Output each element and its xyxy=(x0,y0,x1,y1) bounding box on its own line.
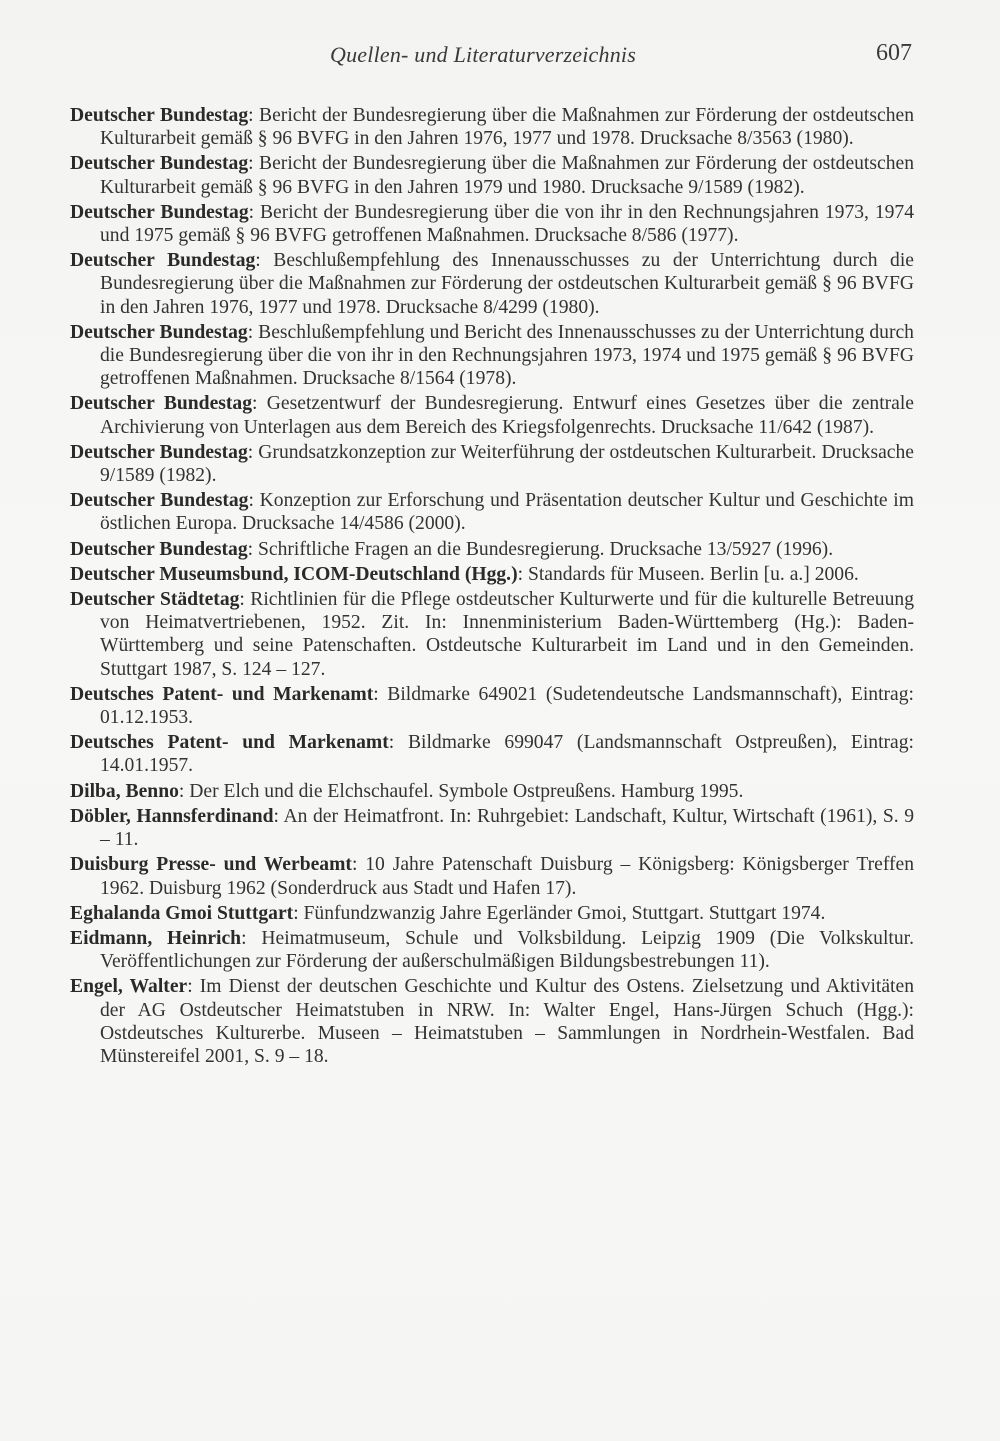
entry-text: Richtlinien für die Pflege ostdeutscher Kulturwerte und für die kulturelle Betreuung von Heimatvertriebenen, 1952. Zit. In: Innenministerium Baden-Württemberg (Hg.): Baden-Württemberg und seine Patenschaften. Ostdeutsche Kulturarbeit im Land und in den Gemeinden. Stuttgart 1987, S. 124 – 127. xyxy=(100,589,914,680)
entry-text: Grundsatzkonzeption zur Weiterführung der ostdeutschen Kulturarbeit. Drucksache 9/1589 (1982). xyxy=(100,441,914,487)
entry-author: Engel, Walter xyxy=(70,976,188,998)
entry-author: Döbler, Hannsferdinand xyxy=(70,805,274,827)
bibliography-entry: Döbler, Hannsferdinand: An der Heimatfront. In: Ruhrgebiet: Landschaft, Kultur, Wirtschaft (1961), S. 9 – 11. xyxy=(70,805,915,851)
bibliography-entry: Deutscher Bundestag: Beschlußempfehlung und Bericht des Innenausschusses zu der Unterrichtung durch die Bundesregierung über die von ihr in den Rechnungsjahren 1973, 1974 und 1975 gemäß § 96 BVFG getroffenen Maßnahmen. Drucksache 8/1564 (1978). xyxy=(70,321,914,390)
entry-author: Deutscher Bundestag xyxy=(70,153,249,175)
entry-author: Deutscher Bundestag xyxy=(70,105,249,126)
entry-author: Deutscher Bundestag xyxy=(70,321,248,343)
entry-text: Standards für Museen. Berlin [u. a.] 2006. xyxy=(527,563,859,585)
bibliography-entry: Deutscher Museumsbund, ICOM-Deutschland (Hgg.): Standards für Museen. Berlin [u. a.] 2006. xyxy=(70,563,859,585)
bibliography-entry: Deutscher Bundestag: Bericht der Bundesregierung über die von ihr in den Rechnungsjahren 1973, 1974 und 1975 gemäß § 96 BVFG getroffenen Maßnahmen. Drucksache 8/586 (1977). xyxy=(70,201,915,247)
entry-text: Bildmarke 649021 (Sudetendeutsche Landsmannschaft), Eintrag: 01.12.1953. xyxy=(100,683,914,729)
entry-author: Deutscher Bundestag xyxy=(70,393,253,415)
bibliography-entry: Deutscher Städtetag: Richtlinien für die Pflege ostdeutscher Kulturwerte und für die kulturelle Betreuung von Heimatvertriebenen, 1952. Zit. In: Innenministerium Baden-Württemberg (Hg.): Baden-Württemberg und seine Patenschaften. Ostdeutsche Kulturarbeit im Land und in den Gemeinden. Stuttgart 1987, S. 124 – 127. xyxy=(70,589,914,680)
entry-author: Deutscher Museumsbund, ICOM-Deutschland (Hgg.) xyxy=(70,563,518,585)
entry-text: Der Elch und die Elchschaufel. Symbole Ostpreußens. Hamburg 1995. xyxy=(189,780,744,802)
bibliography-entry: Deutscher Bundestag: Gesetzentwurf der Bundesregierung. Entwurf eines Gesetzes über die zentrale Archivierung von Unterlagen aus dem Bereich des Kriegsfolgenrechts. Drucksache 11/642 (1987). xyxy=(70,393,915,438)
bibliography-entry: Deutscher Bundestag: Grundsatzkonzeption zur Weiterführung der ostdeutschen Kulturarbeit. Drucksache 9/1589 (1982). xyxy=(70,441,914,487)
bibliography-entry: Deutscher Bundestag: Schriftliche Fragen an die Bundesregierung. Drucksache 13/5927 (1996). xyxy=(70,538,834,560)
page-number: 607 xyxy=(876,40,912,66)
entry-author: Deutsches Patent- und Markenamt xyxy=(70,732,389,754)
bibliography-entry: Deutscher Bundestag: Bericht der Bundesregierung über die Maßnahmen zur Förderung der ostdeutschen Kulturarbeit gemäß § 96 BVFG in den Jahren 1976, 1977 und 1978. Drucksache 8/3563 (1980). xyxy=(70,105,914,150)
entry-text: Bericht der Bundesregierung über die von ihr in den Rechnungsjahren 1973, 1974 und 1975 gemäß § 96 BVFG getroffenen Maßnahmen. Drucksache 8/586 (1977). xyxy=(100,201,915,247)
bibliography-entry: Deutscher Bundestag: Konzeption zur Erforschung und Präsentation deutscher Kultur und Geschichte im östlichen Europa. Drucksache 14/4586 (2000). xyxy=(70,490,914,535)
entry-author: Dilba, Benno xyxy=(70,780,179,802)
entry-text: Beschlußempfehlung des Innenausschusses zu der Unterrichtung durch die Bundesregierung über die Maßnahmen zur Förderung der ostdeutschen Kulturarbeit gemäß § 96 BVFG in den Jahren 1976, 1977 und 1978. Drucksache 8/4299 (1980). xyxy=(100,250,914,318)
entry-author: Duisburg Presse- und Werbeamt xyxy=(70,854,352,876)
entry-text: Heimatmuseum, Schule und Volksbildung. Leipzig 1909 (Die Volkskultur. Veröffentlichungen zur Förderung der außerschulmäßigen Bildungsbestrebungen 11). xyxy=(100,927,914,973)
entry-author: Deutsches Patent- und Markenamt xyxy=(70,683,374,705)
entry-author: Deutscher Bundestag xyxy=(70,538,248,560)
entry-author: Eghalanda Gmoi Stuttgart xyxy=(70,902,294,924)
entry-author: Deutscher Städtetag xyxy=(70,589,240,611)
bibliography-entry: Dilba, Benno: Der Elch und die Elchschaufel. Symbole Ostpreußens. Hamburg 1995. xyxy=(70,780,744,802)
entry-text: Schriftliche Fragen an die Bundesregierung. Drucksache 13/5927 (1996). xyxy=(257,538,834,560)
bibliography-entry: Eghalanda Gmoi Stuttgart: Fünfundzwanzig Jahre Egerländer Gmoi, Stuttgart. Stuttgart 1974. xyxy=(70,902,826,924)
entry-text: Konzeption zur Erforschung und Präsentation deutscher Kultur und Geschichte im östlichen Europa. Drucksache 14/4586 (2000). xyxy=(100,490,914,535)
bibliography-list xyxy=(70,104,914,1070)
running-head xyxy=(0,40,1000,74)
bibliography-entry: Eidmann, Heinrich: Heimatmuseum, Schule und Volksbildung. Leipzig 1909 (Die Volkskultur. Veröffentlichungen zur Förderung der außerschulmäßigen Bildungsbestrebungen 11). xyxy=(70,927,914,973)
entry-text: 10 Jahre Patenschaft Duisburg – Königsberg: Königsberger Treffen 1962. Duisburg 1962 (Sonderdruck aus Stadt und Hafen 17). xyxy=(100,854,915,899)
bibliography-entry: Duisburg Presse- und Werbeamt: 10 Jahre Patenschaft Duisburg – Königsberg: Königsberger Treffen 1962. Duisburg 1962 (Sonderdruck aus Stadt und Hafen 17). xyxy=(70,854,915,899)
entry-author: Deutscher Bundestag xyxy=(70,490,249,512)
entry-author: Deutscher Bundestag xyxy=(70,250,256,272)
bibliography-entry: Deutsches Patent- und Markenamt: Bildmarke 699047 (Landsmannschaft Ostpreußen), Eintrag: 14.01.1957. xyxy=(70,732,914,777)
entry-text: Bericht der Bundesregierung über die Maßnahmen zur Förderung der ostdeutschen Kulturarbeit gemäß § 96 BVFG in den Jahren 1976, 1977 und 1978. Drucksache 8/3563 (1980). xyxy=(100,105,914,150)
entry-author: Deutscher Bundestag xyxy=(70,201,249,223)
entry-text: Fünfundzwanzig Jahre Egerländer Gmoi, Stuttgart. Stuttgart 1974. xyxy=(303,902,826,924)
bibliography-entry: Engel, Walter: Im Dienst der deutschen Geschichte und Kultur des Ostens. Zielsetzung und Aktivitäten der AG Ostdeutscher Heimatstuben in NRW. In: Walter Engel, Hans-Jürgen Schuch (Hgg.): Ostdeutsches Kulturerbe. Museen – Heimatstuben – Sammlungen in Nordrhein-Westfalen. Bad Münstereifel 2001, S. 9 – 18. xyxy=(70,976,914,1067)
bibliography-entry: Deutscher Bundestag: Bericht der Bundesregierung über die Maßnahmen zur Förderung der ostdeutschen Kulturarbeit gemäß § 96 BVFG in den Jahren 1979 und 1980. Drucksache 9/1589 (1982). xyxy=(70,153,914,198)
entry-text: Gesetzentwurf der Bundesregierung. Entwurf eines Gesetzes über die zentrale Archivierung von Unterlagen aus dem Bereich des Kriegsfolgenrechts. Drucksache 11/642 (1987). xyxy=(100,393,915,438)
entry-author: Eidmann, Heinrich xyxy=(70,927,242,949)
entry-text: Im Dienst der deutschen Geschichte und Kultur des Ostens. Zielsetzung und Aktivitäten der AG Ostdeutscher Heimatstuben in NRW. In: Walter Engel, Hans-Jürgen Schuch (Hgg.): Ostdeutsches Kulturerbe. Museen – Heimatstuben – Sammlungen in Nordrhein-Westfalen. Bad Münstereifel 2001, S. 9 – 18. xyxy=(100,976,914,1067)
bibliography-entry: Deutscher Bundestag: Beschlußempfehlung des Innenausschusses zu der Unterrichtung durch die Bundesregierung über die Maßnahmen zur Förderung der ostdeutschen Kulturarbeit gemäß § 96 BVFG in den Jahren 1976, 1977 und 1978. Drucksache 8/4299 (1980). xyxy=(70,250,914,318)
entry-text: Bildmarke 699047 (Landsmannschaft Ostpreußen), Eintrag: 14.01.1957. xyxy=(100,732,914,777)
entry-text: An der Heimatfront. In: Ruhrgebiet: Landschaft, Kultur, Wirtschaft (1961), S. 9 – 11. xyxy=(100,805,915,851)
running-title: Quellen- und Literaturverzeichnis xyxy=(330,42,636,67)
entry-author: Deutscher Bundestag xyxy=(70,441,248,463)
entry-text: Bericht der Bundesregierung über die Maßnahmen zur Förderung der ostdeutschen Kulturarbeit gemäß § 96 BVFG in den Jahren 1979 und 1980. Drucksache 9/1589 (1982). xyxy=(100,153,914,198)
bibliography-entry: Deutsches Patent- und Markenamt: Bildmarke 649021 (Sudetendeutsche Landsmannschaft), Eintrag: 01.12.1953. xyxy=(70,683,914,729)
entry-text: Beschlußempfehlung und Bericht des Innenausschusses zu der Unterrichtung durch die Bundesregierung über die von ihr in den Rechnungsjahren 1973, 1974 und 1975 gemäß § 96 BVFG getroffenen Maßnahmen. Drucksache 8/1564 (1978). xyxy=(100,321,914,390)
